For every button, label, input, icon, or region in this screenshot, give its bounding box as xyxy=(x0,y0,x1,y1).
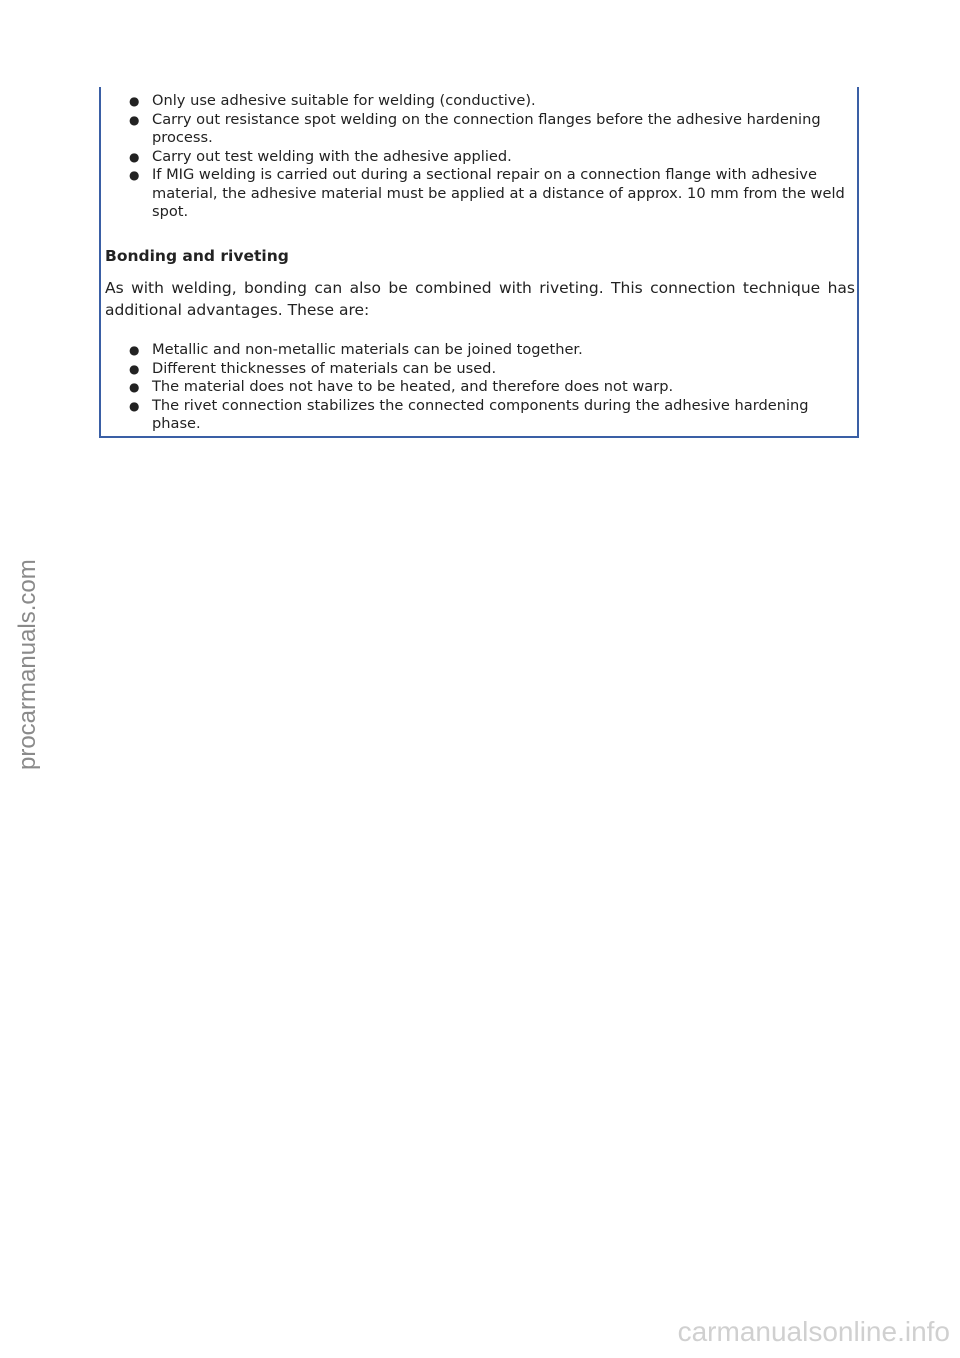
list-item xyxy=(101,378,853,397)
bullet-icon: ● xyxy=(129,149,140,164)
list-item xyxy=(101,148,853,167)
content-panel xyxy=(99,87,859,438)
list-item xyxy=(101,341,853,360)
list-item-text: Carry out resistance spot welding on the connection flanges before the adhesive hardening process. xyxy=(152,110,821,146)
list-item-text: The material does not have to be heated, and therefore does not warp. xyxy=(152,378,674,395)
bullet-icon: ● xyxy=(129,380,140,394)
bullet-icon: ● xyxy=(129,361,140,376)
list-item-text: The rivet connection stabilizes the connected components during the adhesive hardening phase. xyxy=(152,396,809,432)
side-watermark: procarmanuals.com xyxy=(14,559,41,770)
list-item-text: Metallic and non-metallic materials can be joined together. xyxy=(152,341,583,358)
bullet-icon: ● xyxy=(129,398,140,413)
list-item xyxy=(101,360,853,379)
list-item-text: Different thicknesses of materials can be used. xyxy=(152,359,497,377)
bullet-icon: ● xyxy=(129,112,140,127)
list-item-text: Only use adhesive suitable for welding (conductive). xyxy=(152,92,536,109)
section-heading: Bonding and riveting xyxy=(105,247,289,265)
list-item xyxy=(101,111,853,148)
bottom-watermark: carmanualsonline.info xyxy=(677,1316,950,1347)
welding-precautions-list xyxy=(101,92,853,222)
list-item xyxy=(101,92,853,111)
list-item xyxy=(101,166,853,222)
list-item xyxy=(101,397,853,434)
bullet-icon: ● xyxy=(129,94,140,108)
bullet-icon: ● xyxy=(129,343,140,357)
list-item-text: Carry out test welding with the adhesive applied. xyxy=(152,147,512,165)
list-item-text: If MIG welding is carried out during a sectional repair on a connection flange with adhesive material, the adhesive material must be applied at a distance of approx. 10 mm from the weld spot. xyxy=(152,166,845,220)
section-intro: As with welding, bonding can also be combined with riveting. This connection technique has additional advantages. These are: xyxy=(105,279,855,319)
advantages-list xyxy=(101,341,853,434)
bullet-icon: ● xyxy=(129,168,140,182)
